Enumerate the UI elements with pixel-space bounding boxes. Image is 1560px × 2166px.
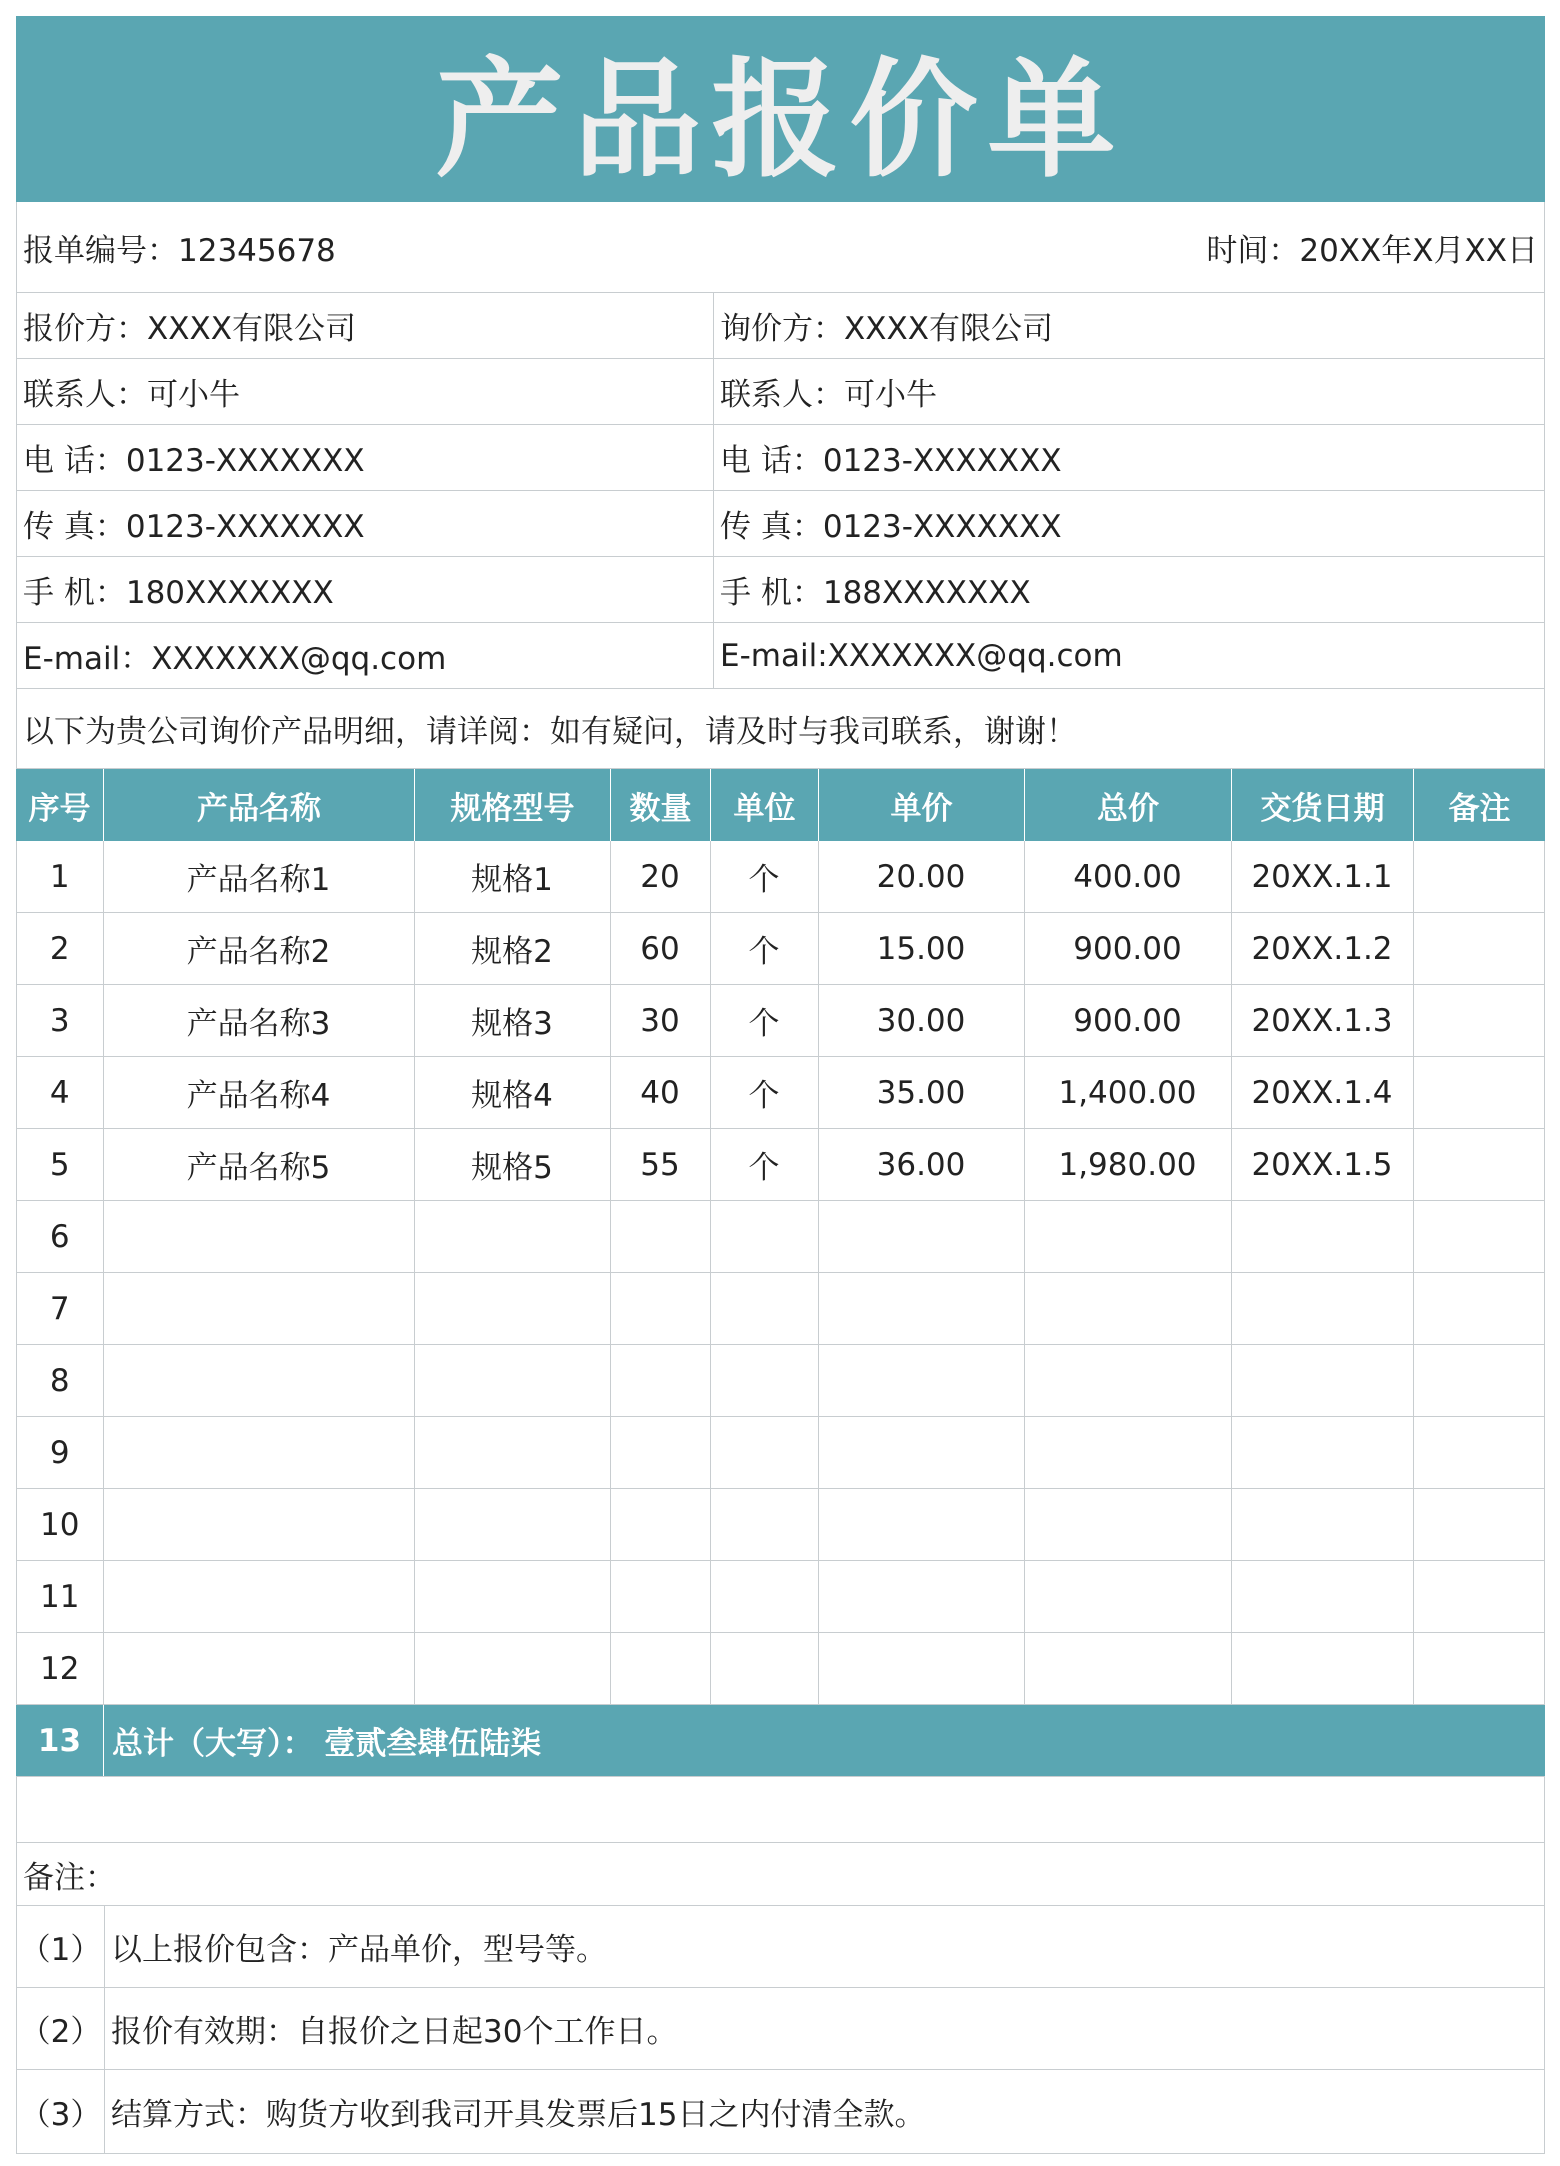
party-row: [16, 491, 1545, 557]
table-row: [16, 913, 1545, 985]
cell-delivery-date: 20XX.1.4: [1232, 1057, 1414, 1128]
party-info: [16, 293, 1545, 689]
quoter-field: 联系人：可小牛: [17, 359, 714, 424]
cell-remark: [1414, 1561, 1544, 1632]
intro-text: 以下为贵公司询价产品明细，请详阅：如有疑问，请及时与我司联系，谢谢！: [23, 714, 1077, 750]
cell-quantity: [611, 1273, 711, 1344]
quoter-field: 报价方：XXXX有限公司: [17, 293, 714, 358]
cell-unit-price: [819, 1417, 1025, 1488]
cell-quantity: 60: [611, 913, 711, 984]
cell-unit-price: [819, 1201, 1025, 1272]
cell-unit-price: 36.00: [819, 1129, 1025, 1200]
cell-unit: [711, 1201, 819, 1272]
cell-unit: 个: [711, 985, 819, 1056]
cell-delivery-date: [1232, 1561, 1414, 1632]
quoter-field: 电 话：0123-XXXXXXX: [17, 425, 714, 490]
inquirer-field: 手 机：188XXXXXXX: [720, 575, 1031, 611]
notes-list: [16, 1906, 1545, 2154]
cell-quantity: [611, 1561, 711, 1632]
table-row: [16, 1633, 1545, 1705]
note-item: [16, 1988, 1545, 2070]
table-header: [16, 769, 1545, 841]
total-label: 总计（大写）： 壹贰叁肆伍陆柒: [112, 1726, 542, 1762]
cell-delivery-date: 20XX.1.3: [1232, 985, 1414, 1056]
cell-unit: [711, 1345, 819, 1416]
cell-remark: [1414, 1489, 1544, 1560]
cell-index: 6: [17, 1201, 104, 1272]
quotation-sheet: [16, 16, 1545, 2154]
table-row: [16, 1489, 1545, 1561]
cell-delivery-date: 20XX.1.5: [1232, 1129, 1414, 1200]
note-text: 以上报价包含：产品单价，型号等。: [111, 1932, 607, 1968]
cell-total-price: 900.00: [1025, 913, 1232, 984]
cell-quantity: [611, 1633, 711, 1704]
cell-unit: 个: [711, 1057, 819, 1128]
cell-delivery-date: 20XX.1.2: [1232, 913, 1414, 984]
inquirer-field: 联系人：可小牛: [720, 377, 937, 413]
cell-remark: [1414, 1129, 1544, 1200]
cell-total-price: 900.00: [1025, 985, 1232, 1056]
cell-product-name: [104, 1345, 415, 1416]
cell-index: 5: [17, 1129, 104, 1200]
inquirer-field: 询价方：XXXX有限公司: [720, 311, 1053, 347]
cell-product-name: [104, 1561, 415, 1632]
cell-unit-price: [819, 1345, 1025, 1416]
cell-unit-price: [819, 1561, 1025, 1632]
header-unit-price: 单价: [819, 769, 1025, 841]
cell-spec: [415, 1561, 611, 1632]
cell-index: 1: [17, 841, 104, 912]
cell-index: 10: [17, 1489, 104, 1560]
header-spec: 规格型号: [415, 769, 611, 841]
cell-remark: [1414, 841, 1544, 912]
quote-number: 报单编号：12345678: [23, 232, 336, 269]
cell-unit-price: 15.00: [819, 913, 1025, 984]
notes-heading-row: [16, 1843, 1545, 1906]
cell-total-price: [1025, 1345, 1232, 1416]
table-row: [16, 1417, 1545, 1489]
table-row: [16, 841, 1545, 913]
meta-row: [16, 202, 1545, 293]
note-text: 报价有效期：自报价之日起30个工作日。: [111, 2014, 678, 2050]
cell-delivery-date: [1232, 1201, 1414, 1272]
blank-row: [16, 1777, 1545, 1843]
cell-quantity: 20: [611, 841, 711, 912]
quoter-field: 手 机：180XXXXXXX: [17, 557, 714, 622]
quote-date: 时间：20XX年X月XX日: [1206, 232, 1538, 269]
note-number: （2）: [17, 1988, 105, 2069]
cell-unit-price: 30.00: [819, 985, 1025, 1056]
header-total-price: 总价: [1025, 769, 1232, 841]
header-remark: 备注: [1448, 790, 1511, 827]
cell-delivery-date: 20XX.1.1: [1232, 841, 1414, 912]
cell-unit: 个: [711, 913, 819, 984]
cell-product-name: 产品名称4: [104, 1057, 415, 1128]
inquirer-field: E-mail:XXXXXXX@qq.com: [720, 637, 1123, 674]
cell-product-name: 产品名称1: [104, 841, 415, 912]
cell-unit: [711, 1561, 819, 1632]
table-row: [16, 1345, 1545, 1417]
header-index: 序号: [16, 769, 104, 841]
quoter-field: 传 真：0123-XXXXXXX: [17, 491, 714, 556]
cell-delivery-date: [1232, 1417, 1414, 1488]
cell-total-price: 400.00: [1025, 841, 1232, 912]
cell-unit-price: 20.00: [819, 841, 1025, 912]
intro-row: [16, 689, 1545, 769]
table-row: [16, 1561, 1545, 1633]
cell-index: 7: [17, 1273, 104, 1344]
cell-remark: [1414, 1417, 1544, 1488]
cell-product-name: [104, 1201, 415, 1272]
cell-index: 2: [17, 913, 104, 984]
cell-quantity: [611, 1201, 711, 1272]
cell-total-price: [1025, 1273, 1232, 1344]
cell-index: 11: [17, 1561, 104, 1632]
cell-spec: [415, 1345, 611, 1416]
cell-total-price: [1025, 1633, 1232, 1704]
cell-total-price: [1025, 1489, 1232, 1560]
cell-delivery-date: [1232, 1345, 1414, 1416]
cell-quantity: [611, 1417, 711, 1488]
table-row: [16, 1129, 1545, 1201]
cell-spec: 规格3: [415, 985, 611, 1056]
cell-spec: 规格5: [415, 1129, 611, 1200]
items-table: [16, 769, 1545, 1705]
cell-total-price: [1025, 1561, 1232, 1632]
cell-unit: [711, 1489, 819, 1560]
cell-product-name: [104, 1417, 415, 1488]
cell-unit-price: 35.00: [819, 1057, 1025, 1128]
party-row: [16, 425, 1545, 491]
table-row: [16, 1273, 1545, 1345]
cell-spec: 规格2: [415, 913, 611, 984]
cell-unit-price: [819, 1273, 1025, 1344]
table-row: [16, 1201, 1545, 1273]
cell-spec: [415, 1201, 611, 1272]
party-row: [16, 557, 1545, 623]
quoter-field: E-mail：XXXXXXX@qq.com: [17, 623, 714, 688]
header-delivery-date: 交货日期: [1232, 769, 1414, 841]
party-row: [16, 293, 1545, 359]
note-item: [16, 1906, 1545, 1988]
cell-unit-price: [819, 1633, 1025, 1704]
cell-remark: [1414, 1345, 1544, 1416]
cell-product-name: 产品名称3: [104, 985, 415, 1056]
note-number: （1）: [17, 1906, 105, 1987]
cell-quantity: 55: [611, 1129, 711, 1200]
cell-remark: [1414, 1057, 1544, 1128]
cell-spec: [415, 1273, 611, 1344]
cell-index: 8: [17, 1345, 104, 1416]
table-row: [16, 1057, 1545, 1129]
cell-index: 9: [17, 1417, 104, 1488]
cell-product-name: 产品名称5: [104, 1129, 415, 1200]
inquirer-field: 电 话：0123-XXXXXXX: [720, 443, 1062, 479]
cell-index: 3: [17, 985, 104, 1056]
cell-total-price: [1025, 1417, 1232, 1488]
cell-remark: [1414, 1633, 1544, 1704]
cell-delivery-date: [1232, 1273, 1414, 1344]
cell-total-price: 1,980.00: [1025, 1129, 1232, 1200]
cell-unit: [711, 1417, 819, 1488]
cell-delivery-date: [1232, 1489, 1414, 1560]
cell-quantity: [611, 1345, 711, 1416]
party-row: [16, 623, 1545, 689]
cell-unit: [711, 1633, 819, 1704]
cell-index: 4: [17, 1057, 104, 1128]
table-row: [16, 985, 1545, 1057]
cell-unit: 个: [711, 1129, 819, 1200]
notes-heading: 备注：: [23, 1859, 116, 1896]
cell-spec: 规格1: [415, 841, 611, 912]
cell-product-name: 产品名称2: [104, 913, 415, 984]
cell-total-price: [1025, 1201, 1232, 1272]
note-number: （3）: [17, 2070, 105, 2153]
cell-remark: [1414, 913, 1544, 984]
party-row: [16, 359, 1545, 425]
cell-remark: [1414, 1273, 1544, 1344]
header-product-name: 产品名称: [104, 769, 415, 841]
cell-spec: 规格4: [415, 1057, 611, 1128]
cell-delivery-date: [1232, 1633, 1414, 1704]
cell-index: 12: [17, 1633, 104, 1704]
cell-unit-price: [819, 1489, 1025, 1560]
cell-remark: [1414, 985, 1544, 1056]
cell-quantity: 30: [611, 985, 711, 1056]
header-quantity: 数量: [611, 769, 711, 841]
cell-spec: [415, 1417, 611, 1488]
note-item: [16, 2070, 1545, 2154]
cell-unit: 个: [711, 841, 819, 912]
cell-product-name: [104, 1633, 415, 1704]
cell-product-name: [104, 1273, 415, 1344]
cell-product-name: [104, 1489, 415, 1560]
header-unit: 单位: [711, 769, 819, 841]
cell-unit: [711, 1273, 819, 1344]
total-row: [16, 1705, 1545, 1777]
cell-remark: [1414, 1201, 1544, 1272]
inquirer-field: 传 真：0123-XXXXXXX: [720, 509, 1062, 545]
cell-spec: [415, 1633, 611, 1704]
page-title: 产品报价单: [435, 46, 1126, 195]
cell-spec: [415, 1489, 611, 1560]
title-bar: [16, 16, 1545, 202]
cell-quantity: [611, 1489, 711, 1560]
cell-quantity: 40: [611, 1057, 711, 1128]
note-text: 结算方式：购货方收到我司开具发票后15日之内付清全款。: [111, 2097, 926, 2133]
total-index: 13: [16, 1705, 104, 1776]
cell-total-price: 1,400.00: [1025, 1057, 1232, 1128]
